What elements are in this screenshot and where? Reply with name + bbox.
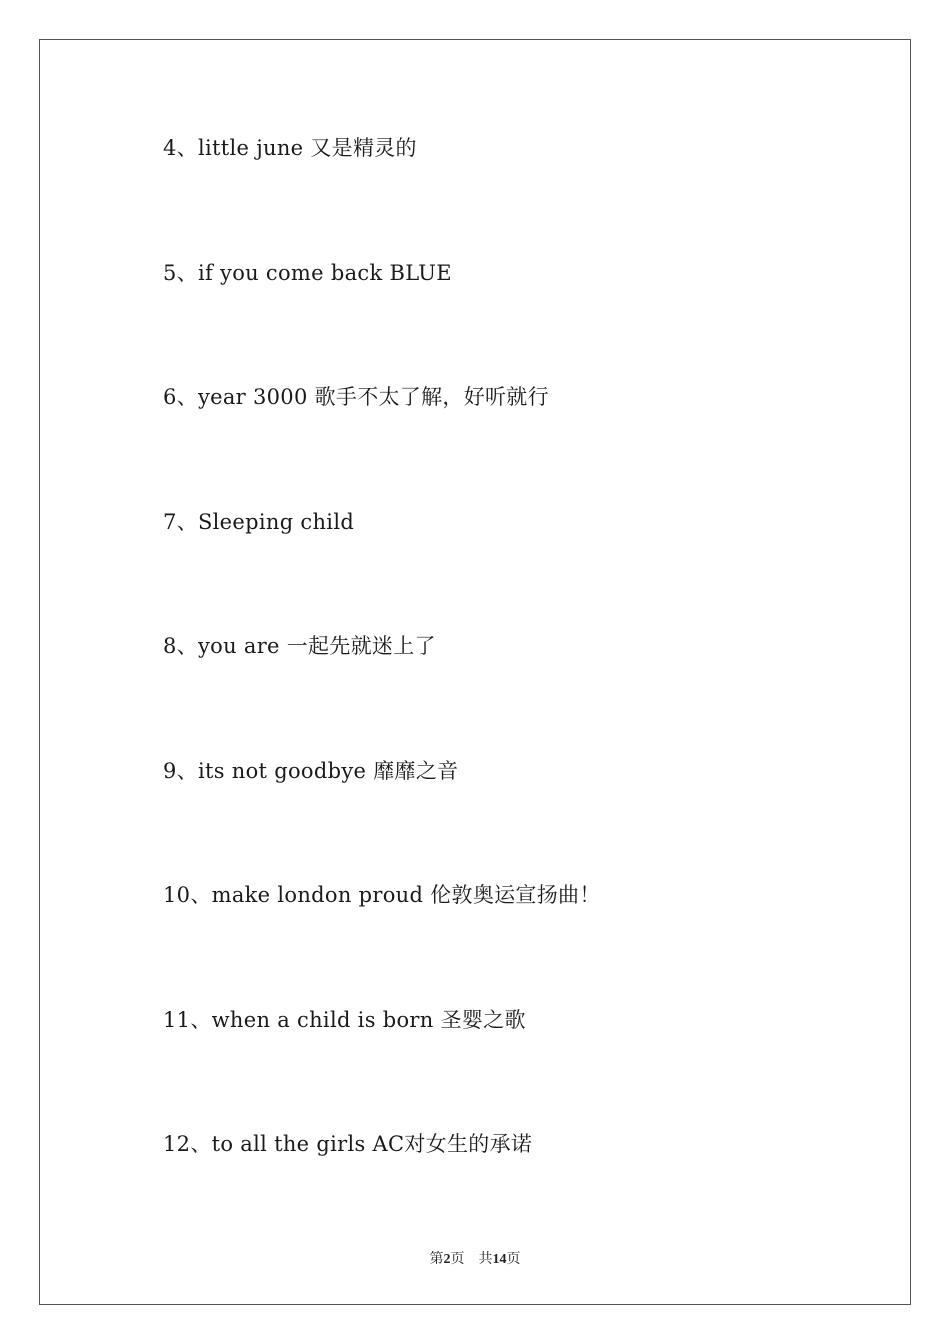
list-item: 6、year 3000 歌手不太了解，好听就行: [163, 385, 549, 409]
page-suffix: 页: [450, 1252, 465, 1267]
page-number: 2: [443, 1252, 451, 1267]
page-prefix: 第: [429, 1252, 444, 1267]
list-item: 11、when a child is born 圣婴之歌: [163, 1008, 526, 1032]
list-item: 5、if you come back BLUE: [163, 261, 452, 285]
list-item: 4、little june 又是精灵的: [163, 136, 417, 160]
list-item: 12、to all the girls AC对女生的承诺: [163, 1132, 533, 1156]
total-suffix: 页: [506, 1252, 521, 1267]
list-item: 7、Sleeping child: [163, 510, 355, 534]
list-item: 8、you are 一起先就迷上了: [163, 634, 436, 658]
total-pages: 14: [492, 1252, 507, 1267]
page-footer: [0, 1248, 950, 1268]
total-prefix: 共: [478, 1252, 493, 1267]
page-border: [39, 39, 911, 1305]
list-item: 10、make london proud 伦敦奥运宣扬曲！: [163, 883, 601, 907]
list-item: 9、its not goodbye 靡靡之音: [163, 759, 459, 783]
